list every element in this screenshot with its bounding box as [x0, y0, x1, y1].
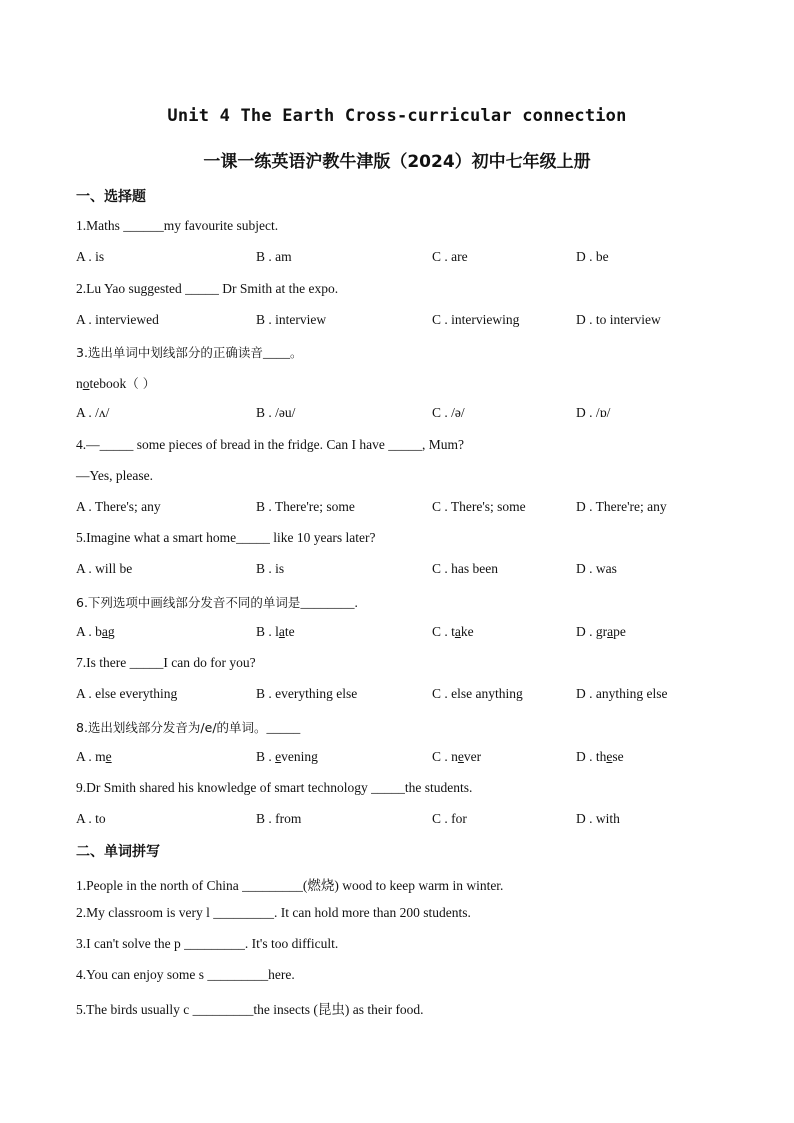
answer-blank: _____	[371, 780, 405, 795]
question-3-word: notebook（ ）	[76, 376, 156, 391]
option-c: C . for	[432, 811, 467, 826]
spelling-question-4: 4.You can enjoy some s _________here.	[76, 967, 295, 982]
option-a: A . There's; any	[76, 499, 161, 514]
option-a: A . bag	[76, 624, 115, 639]
question-5: 5.Imagine what a smart home_____ like 10 years later?	[76, 530, 376, 545]
answer-blank: ____	[262, 345, 290, 360]
spelling-question-2: 2.My classroom is very l _________. It can hold more than 200 students.	[76, 905, 471, 920]
question-2: 2.Lu Yao suggested _____ Dr Smith at the expo.	[76, 281, 339, 296]
underlined-letter: a	[278, 624, 285, 639]
question-8: 8.选出划线部分发音为/e/的单词。_____	[76, 720, 301, 735]
option-c: C . There's; some	[432, 499, 526, 514]
answer-blank: _____	[266, 720, 301, 735]
question-1: 1.Maths ______my favourite subject.	[76, 218, 279, 233]
answer-blank: _____	[388, 437, 423, 452]
answer-blank: _____	[99, 437, 134, 452]
option-b: B . /əu/	[256, 405, 296, 420]
option-a: A . else everything	[76, 686, 178, 701]
option-a: A . /ʌ/	[76, 405, 110, 420]
question-9: 9.Dr Smith shared his knowledge of smart technology _____the students.	[76, 780, 473, 795]
spelling-question-5: 5.The birds usually c _________the insects (昆虫) as their food.	[76, 1002, 424, 1017]
spelling-question-3: 3.I can't solve the p _________. It's too difficult.	[76, 936, 339, 951]
underlined-letter: a	[454, 624, 461, 639]
spelling-question-1: 1.People in the north of China _________(燃烧) wood to keep warm in winter.	[76, 878, 504, 893]
option-d: D . these	[576, 749, 624, 764]
section-heading-spelling: 二、单词拼写	[76, 844, 160, 860]
option-a: A . will be	[76, 561, 133, 576]
option-c: C . /ə/	[432, 405, 465, 420]
answer-blank: _____	[236, 530, 270, 545]
question-6: 6.下列选项中画线部分发音不同的单词是________.	[76, 595, 358, 610]
option-c: C . has been	[432, 561, 498, 576]
option-b: B . evening	[256, 749, 318, 764]
option-c: C . else anything	[432, 686, 523, 701]
option-b: B . is	[256, 561, 285, 576]
underlined-letter: o	[82, 376, 90, 391]
option-b: B . There're; some	[256, 499, 355, 514]
underlined-letter: a	[101, 624, 108, 639]
document-subtitle: 一课一练英语沪教牛津版（2024）初中七年级上册	[203, 152, 591, 172]
underlined-letter: e	[105, 749, 112, 764]
answer-blank: ______	[123, 218, 164, 233]
underlined-letter: e	[606, 749, 613, 764]
answer-blank: _____	[129, 655, 164, 670]
option-d: D . with	[576, 811, 620, 826]
option-a: A . me	[76, 749, 112, 764]
section-heading-choice: 一、选择题	[76, 189, 146, 205]
answer-blank: _____	[185, 281, 219, 296]
question-4-reply: —Yes, please.	[76, 468, 153, 483]
option-a: A . to	[76, 811, 106, 826]
question-3: 3.选出单词中划线部分的正确读音____。	[76, 345, 303, 360]
option-b: B . am	[256, 249, 292, 264]
option-a: A . interviewed	[76, 312, 159, 327]
underlined-letter: e	[457, 749, 464, 764]
option-d: D . anything else	[576, 686, 668, 701]
option-b: B . late	[256, 624, 295, 639]
option-d: D . be	[576, 249, 609, 264]
option-b: B . everything else	[256, 686, 358, 701]
option-d: D . to interview	[576, 312, 661, 327]
option-a: A . is	[76, 249, 105, 264]
option-d: D . There're; any	[576, 499, 667, 514]
option-b: B . from	[256, 811, 302, 826]
question-4: 4.—_____ some pieces of bread in the fridge. Can I have _____, Mum?	[76, 437, 465, 452]
option-b: B . interview	[256, 312, 327, 327]
answer-blank: ________	[300, 595, 355, 610]
underlined-letter: a	[607, 624, 614, 639]
option-c: C . never	[432, 749, 482, 764]
question-7: 7.Is there _____I can do for you?	[76, 655, 256, 670]
option-c: C . interviewing	[432, 312, 520, 327]
option-d: D . was	[576, 561, 617, 576]
option-d: D . /ɒ/	[576, 405, 611, 420]
document-title: Unit 4 The Earth Cross-curricular connection	[167, 106, 627, 126]
option-c: C . are	[432, 249, 468, 264]
option-d: D . grape	[576, 624, 626, 639]
option-c: C . take	[432, 624, 474, 639]
underlined-letter: e	[275, 749, 282, 764]
